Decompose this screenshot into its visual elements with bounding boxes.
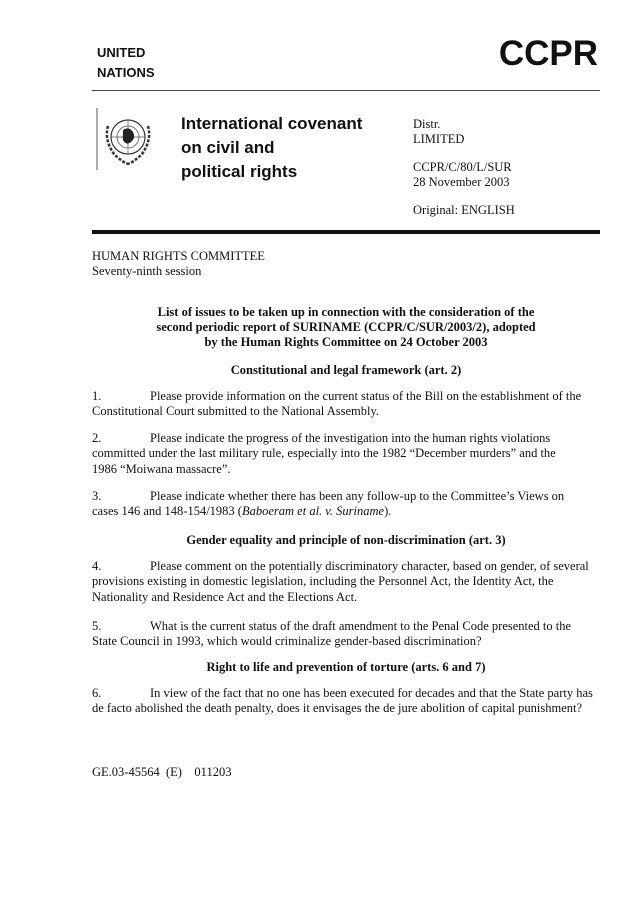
paragraph-4 (92, 559, 602, 605)
distr-value: LIMITED (413, 132, 465, 146)
paragraph-text: Please provide information on the current status of the Bill on the establishment of the Constitutional Court submitted to the National Assembly. (92, 389, 582, 419)
section-heading: Gender equality and principle of non-discrimination (art. 3) (186, 533, 506, 547)
paragraph-text: What is the current status of the draft amendment to the Penal Code presented to the State Council in 1993, which would criminalize gender-based discrimination? (92, 619, 572, 649)
doc-series: CCPR (498, 34, 598, 73)
session: Seventy-ninth session (92, 264, 202, 278)
title-line: International covenant (181, 114, 363, 133)
paragraph-5 (92, 619, 592, 650)
job-number: GE.03-45564 (E) 011203 (92, 765, 232, 779)
org-line-1: UNITED (97, 45, 146, 60)
doc-title-line: List of issues to be taken up in connection with the consideration of the (157, 305, 535, 319)
org-line-2: NATIONS (97, 65, 155, 80)
paragraph-number: 3. (92, 489, 102, 503)
paragraph-text: ). (384, 504, 392, 519)
paragraph-number: 6. (92, 686, 102, 700)
doc-date: 28 November 2003 (413, 175, 510, 189)
section-heading: Right to life and prevention of torture (arts. 6 and 7) (206, 660, 486, 674)
doc-title-line: second periodic report of SURINAME (CCPR/C/SUR/2003/2), adopted (156, 320, 536, 334)
committee-name: HUMAN RIGHTS COMMITTEE (92, 249, 265, 263)
paragraph-6 (92, 686, 602, 717)
org-name (97, 43, 155, 83)
doc-symbol: CCPR/C/80/L/SUR (413, 160, 512, 174)
doc-title-line: by the Human Rights Committee on 24 October 2003 (204, 335, 488, 349)
paragraph-2 (92, 431, 582, 477)
paragraph-number: 5. (92, 619, 102, 633)
section-heading: Constitutional and legal framework (art. 2) (230, 363, 462, 377)
un-emblem-icon (96, 108, 156, 170)
distr-label: Distr. (413, 117, 441, 131)
divider (92, 90, 600, 91)
title-line: political rights (181, 162, 298, 181)
covenant-title (181, 112, 362, 184)
paragraph-text: Please comment on the potentially discriminatory character, based on gender, of several provisions existing in domestic legislation, including the Personnel Act, the Identity Act, the Nationality and Residence Act and the Elections Act. (92, 559, 589, 604)
paragraph-text: Please indicate the progress of the investigation into the human rights violations committed under the last military rule, especially into the 1982 “December murders” and the 1986 “Moiwana massacre”. (92, 431, 556, 476)
paragraph-text: In view of the fact that no one has been executed for decades and that the State party has de facto abolished the death penalty, does it envisages the de jure abolition of capital punishment? (92, 686, 593, 716)
paragraph-number: 4. (92, 559, 102, 573)
case-citation: Baboeram et al. v. Suriname (241, 504, 385, 519)
paragraph-text: Please indicate whether there has been any follow-up to the Committee’s Views on cases 146 and 148-154/1983 ( (92, 489, 565, 519)
title-line: on civil and (181, 138, 275, 157)
divider-thick (92, 230, 600, 234)
paragraph-number: 2. (92, 431, 102, 445)
paragraph-1 (92, 389, 602, 420)
paragraph-number: 1. (92, 389, 102, 403)
document-title (92, 305, 600, 350)
paragraph-3 (92, 489, 592, 520)
original-language: Original: ENGLISH (413, 203, 515, 217)
